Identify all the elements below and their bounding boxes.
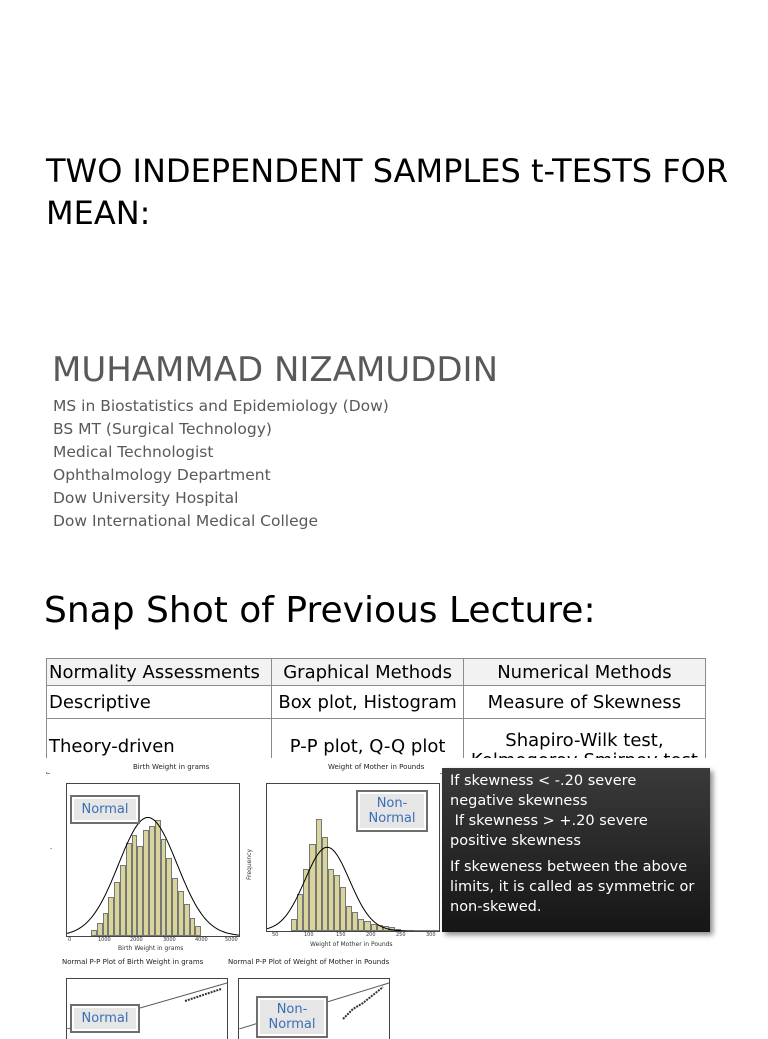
table-cell: Shapiro-Wilk test, (463, 719, 705, 774)
callout-text: If skewness < -.20 severe negative skewness (450, 773, 637, 809)
table-cell: P-P plot, Q-Q plot (272, 719, 464, 774)
normality-table (46, 658, 706, 774)
hist1-x-label: Birth Weight in grams (118, 945, 184, 952)
table-header-row (47, 659, 706, 686)
hist2-x-label: Weight of Mother in Pounds (310, 941, 393, 948)
credential-line: Dow University Hospital (53, 489, 239, 507)
author-credentials (53, 395, 389, 533)
hist2-title: Weight of Mother in Pounds (328, 763, 425, 771)
callout-text: If skeweness between the above limits, it is called as symmetric or non-skewed. (450, 859, 695, 915)
hist1-y-axis-mark: - (50, 845, 53, 852)
tick-label: 300 (426, 932, 436, 938)
tick-label: 150 (336, 932, 346, 938)
tick-label: 1000 (98, 937, 111, 943)
credential-line: Dow International Medical College (53, 512, 319, 530)
normal-tag: Normal (70, 795, 140, 824)
table-header-cell: Normality Assessments (47, 659, 272, 686)
slide-title: TWO INDEPENDENT SAMPLES t-TESTS FOR MEAN: (46, 152, 729, 232)
author-name: MUHAMMAD NIZAMUDDIN (52, 350, 499, 390)
pp1-title: Normal P-P Plot of Birth Weight in grams (62, 958, 204, 966)
hist2-x-ticks (266, 932, 440, 940)
table-cell: Theory-driven (47, 719, 272, 774)
table-cell: Measure of Skewness (463, 686, 705, 719)
table-cell: Box plot, Histogram (272, 686, 464, 719)
tick-label: 0 (68, 937, 72, 943)
credential-line: Medical Technologist (53, 443, 214, 461)
table-cell: Descriptive (47, 686, 272, 719)
callout-text: If skewness > +.20 severe positive skewness (450, 813, 653, 849)
skewness-callout (442, 768, 710, 932)
section-title: Snap Shot of Previous Lecture: (44, 590, 596, 631)
tick-label: 200 (366, 932, 376, 938)
tick-label: 4000 (195, 937, 208, 943)
tick-label: 50 (272, 932, 279, 938)
hist2-y-label: Frequency (246, 849, 253, 880)
normal-tag: Normal (70, 1004, 140, 1033)
table-header-cell: Numerical Methods (463, 659, 705, 686)
credential-line: Ophthalmology Department (53, 466, 271, 484)
non-normal-tag: Non- Normal (256, 996, 328, 1038)
tick-label: 3000 (163, 937, 176, 943)
tick-label: 250 (396, 932, 406, 938)
credential-line: BS MT (Surgical Technology) (53, 420, 272, 438)
tick-label: 2000 (130, 937, 143, 943)
table-header-cell: Graphical Methods (272, 659, 464, 686)
table-row (47, 686, 706, 719)
credential-line: MS in Biostatistics and Epidemiology (Dow) (53, 397, 389, 415)
hist1-x-ticks (66, 937, 240, 945)
hist1-title: Birth Weight in grams (133, 763, 210, 771)
non-normal-tag: Non- Normal (356, 790, 428, 832)
tick-label: 100 (304, 932, 314, 938)
tick-label: 5000 (225, 937, 238, 943)
pp2-title: Normal P-P Plot of Weight of Mother in Pounds (228, 958, 390, 966)
